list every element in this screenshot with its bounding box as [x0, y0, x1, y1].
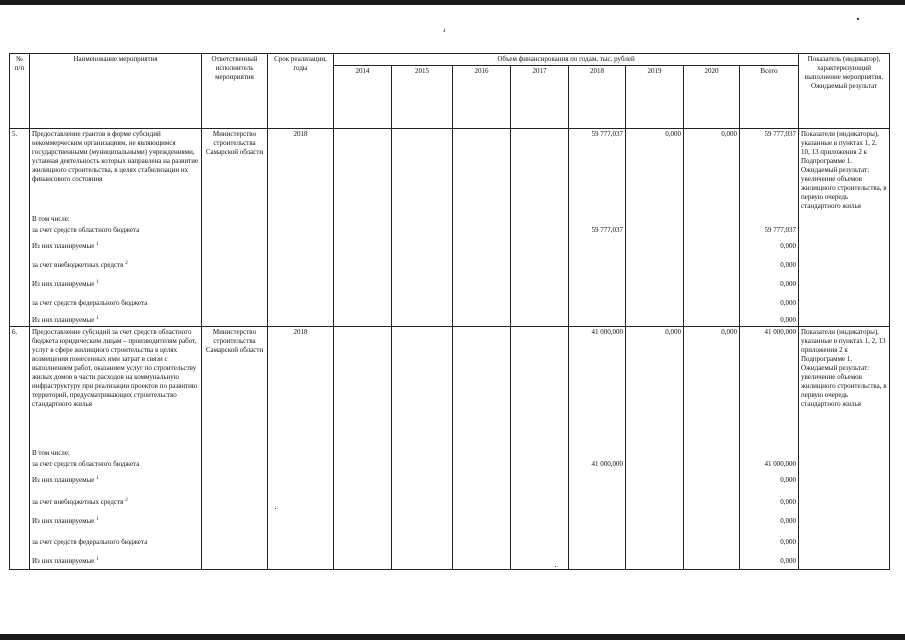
subrow-year-value	[626, 225, 684, 241]
row-year-value	[334, 327, 392, 459]
row-name	[30, 327, 202, 459]
subrow-total-value: 0,000	[740, 298, 799, 315]
subrow-label-text: Из них планируемые	[32, 279, 95, 288]
row-name	[30, 129, 202, 225]
subrow-year-value	[334, 537, 392, 556]
subrow-year-value	[334, 298, 392, 315]
subrow-year-value	[511, 516, 569, 537]
scan-bottom-edge	[0, 634, 905, 640]
table-subrow	[10, 475, 890, 497]
row-indicator: Показатели (индикаторы), указанные в пунктах 1, 2, 13 приложения 2 к Подпрограмме 1. Ожидаемый результат: увеличение объемов жилищного строительства, в первую очередь стандартного жилья	[799, 327, 890, 570]
subrow-label-text: Из них планируемые	[32, 241, 95, 250]
subrow-label	[30, 315, 202, 327]
col-header-financing: Объем финансирования по годам, тыс. рублей	[334, 54, 799, 66]
subrow-period	[268, 315, 334, 327]
subrow-year-value	[626, 241, 684, 260]
subrow-label-text: за счет средств областного бюджета	[32, 459, 140, 468]
row-year-value: 59 777,037	[569, 129, 626, 225]
subrow-year-value	[626, 497, 684, 516]
subrow-year-value	[684, 241, 740, 260]
subrow-executor	[202, 298, 268, 315]
table-row	[10, 129, 890, 225]
subrow-year-value	[684, 260, 740, 279]
footnote-mark: 1	[96, 315, 99, 321]
row-year-value	[453, 327, 511, 459]
subrow-total-value: 0,000	[740, 516, 799, 537]
col-header-year: 2020	[684, 66, 740, 129]
subrow-year-value	[684, 225, 740, 241]
subrow-executor	[202, 225, 268, 241]
table-subrow	[10, 315, 890, 327]
subrow-year-value	[684, 459, 740, 475]
subrow-number	[10, 497, 30, 516]
subrow-label-text: Из них планируемые	[32, 475, 95, 484]
subrow-period	[268, 459, 334, 475]
subrow-year-value	[684, 556, 740, 570]
col-header-year: 2019	[626, 66, 684, 129]
subrow-year-value	[684, 537, 740, 556]
subrow-year-value	[511, 459, 569, 475]
subrow-year-value	[569, 298, 626, 315]
row-year-value: 0,000	[684, 327, 740, 459]
subrow-year-value	[392, 556, 453, 570]
subrow-period	[268, 516, 334, 537]
subrow-executor	[202, 260, 268, 279]
subrow-number	[10, 459, 30, 475]
subrow-year-value	[569, 516, 626, 537]
footnote-mark: 1	[96, 516, 99, 522]
subrow-year-value	[392, 279, 453, 298]
subrow-year-value	[511, 556, 569, 570]
subrow-year-value	[392, 298, 453, 315]
subrow-period	[268, 241, 334, 260]
subrow-number	[10, 298, 30, 315]
table-subrow	[10, 260, 890, 279]
footnote-mark: 1	[96, 475, 99, 481]
subrow-year-value	[334, 497, 392, 516]
subrow-year-value	[334, 516, 392, 537]
subrow-number	[10, 556, 30, 570]
row-indicator: Показатели (индикаторы), указанные в пунктах 1, 2, 10, 13 приложения 2 к Подпрограмме 1. Ожидаемый результат: увеличение объемов жилищного строительства, в первую очередь стандартного жилья	[799, 129, 890, 327]
row-year-value	[511, 327, 569, 459]
subrow-number	[10, 475, 30, 497]
subrow-executor	[202, 315, 268, 327]
table-subrow	[10, 537, 890, 556]
subrow-year-value	[684, 497, 740, 516]
subrow-year-value	[511, 260, 569, 279]
row-period: 2018	[268, 327, 334, 459]
subrow-label-text: Из них планируемые	[32, 516, 95, 525]
subrow-year-value	[511, 279, 569, 298]
subrow-total-value: 0,000	[740, 279, 799, 298]
col-header-indicator: Показатель (индикатор), характеризующий выполнение мероприятия. Ожидаемый результат	[799, 54, 890, 129]
subrow-total-value: 0,000	[740, 241, 799, 260]
col-header-period: Срок реализации, годы	[268, 54, 334, 129]
subrow-label-text: за счет внебюджетных средств	[32, 497, 124, 506]
subrow-label	[30, 475, 202, 497]
subrow-year-value	[392, 260, 453, 279]
subrow-period	[268, 497, 334, 516]
subrow-number	[10, 315, 30, 327]
subrow-year-value	[453, 475, 511, 497]
subrow-executor	[202, 556, 268, 570]
subrow-label	[30, 241, 202, 260]
subrow-year-value	[453, 225, 511, 241]
subrow-total-value: 0,000	[740, 497, 799, 516]
subrow-year-value	[453, 516, 511, 537]
subrow-label-text: за счет средств федерального бюджета	[32, 298, 148, 307]
row-name-text: Предоставление грантов в форме субсидий некоммерческим организациям, не являющимся государственными (муниципальными) учреждениями, уставная деятельность которых направлена на развитие жилищного строительства, в целях стабилизации их финансового состояния	[32, 130, 199, 183]
subrow-number	[10, 260, 30, 279]
col-header-name: Наименование мероприятия	[30, 54, 202, 129]
row-total-value: 59 777,037	[740, 129, 799, 225]
row-name-text: Предоставление субсидий за счет средств областного бюджета юридическим лицам – производителям работ, услуг в сфере жилищного строительства в целях возмещения понесенных ими затрат в связи с выполнением работ, оказанием услуг по строительству жилых домов в части расходов на коммунальную инфраструктуру при реализации проектов по развитию территорий, предусматривающих строительство стандартного жилья	[32, 328, 198, 408]
subrow-label-text: за счет внебюджетных средств	[32, 260, 124, 269]
subrow-year-value	[569, 497, 626, 516]
table-subrow	[10, 516, 890, 537]
footnote-mark: 1	[96, 279, 99, 285]
table-subrow	[10, 497, 890, 516]
subrow-year-value	[569, 241, 626, 260]
subrow-label-text: за счет средств федерального бюджета	[32, 537, 148, 546]
subrow-executor	[202, 241, 268, 260]
subrow-year-value	[684, 279, 740, 298]
subrow-year-value	[511, 537, 569, 556]
subrow-number	[10, 279, 30, 298]
subrow-number	[10, 537, 30, 556]
subrow-number	[10, 516, 30, 537]
subrow-label-text: Из них планируемые	[32, 556, 95, 565]
row-year-value	[392, 129, 453, 225]
subrow-executor	[202, 497, 268, 516]
subrow-year-value	[626, 556, 684, 570]
table-subrow	[10, 241, 890, 260]
in-total-label: В том числе:	[32, 448, 70, 457]
subrow-label	[30, 298, 202, 315]
footnote-mark: 1	[96, 556, 99, 562]
subrow-year-value	[453, 537, 511, 556]
row-year-value: 0,000	[626, 327, 684, 459]
row-total-value: 41 000,000	[740, 327, 799, 459]
subrow-year-value	[453, 279, 511, 298]
subrow-period	[268, 225, 334, 241]
footnote-mark: 2	[125, 497, 128, 503]
subrow-year-value	[392, 225, 453, 241]
subrow-number	[10, 225, 30, 241]
subrow-year-value	[626, 279, 684, 298]
subrow-year-value	[334, 475, 392, 497]
subrow-year-value	[453, 315, 511, 327]
subrow-year-value	[453, 497, 511, 516]
subrow-year-value	[392, 497, 453, 516]
subrow-executor	[202, 516, 268, 537]
subrow-year-value	[626, 459, 684, 475]
subrow-period	[268, 298, 334, 315]
row-year-value	[453, 129, 511, 225]
table-subrow	[10, 279, 890, 298]
subrow-period	[268, 556, 334, 570]
subrow-label	[30, 497, 202, 516]
subrow-year-value	[626, 475, 684, 497]
subrow-year-value	[511, 225, 569, 241]
subrow-year-value	[334, 260, 392, 279]
subrow-year-value	[684, 516, 740, 537]
col-header-total: Всего	[740, 66, 799, 129]
subrow-year-value	[392, 475, 453, 497]
subrow-period	[268, 475, 334, 497]
in-total-label: В том числе:	[32, 214, 70, 223]
subrow-total-value: 0,000	[740, 315, 799, 327]
subrow-year-value	[453, 459, 511, 475]
subrow-total-value: 0,000	[740, 475, 799, 497]
subrow-year-value	[511, 475, 569, 497]
scan-speck	[857, 18, 859, 20]
subrow-year-value	[569, 537, 626, 556]
subrow-year-value	[334, 315, 392, 327]
subrow-total-value: 0,000	[740, 260, 799, 279]
subrow-year-value	[626, 315, 684, 327]
footnote-mark: 2	[125, 260, 128, 266]
subrow-executor	[202, 459, 268, 475]
table-subrow	[10, 225, 890, 241]
table-subrow	[10, 298, 890, 315]
subrow-year-value	[392, 315, 453, 327]
subrow-year-value	[334, 556, 392, 570]
scan-top-edge	[0, 0, 905, 5]
subrow-number	[10, 241, 30, 260]
row-executor: Министерство строительства Самарской области	[202, 129, 268, 225]
subrow-year-value	[511, 497, 569, 516]
subrow-year-value	[453, 556, 511, 570]
row-year-value: 0,000	[684, 129, 740, 225]
subrow-year-value	[684, 475, 740, 497]
subrow-label	[30, 556, 202, 570]
subrow-year-value	[626, 516, 684, 537]
subrow-year-value	[334, 459, 392, 475]
row-year-value	[511, 129, 569, 225]
subrow-year-value	[392, 459, 453, 475]
subrow-year-value	[392, 516, 453, 537]
col-header-year: 2018	[569, 66, 626, 129]
subrow-year-value	[684, 298, 740, 315]
subrow-year-value	[626, 298, 684, 315]
subrow-year-value	[392, 537, 453, 556]
subrow-year-value	[626, 260, 684, 279]
row-number: 5.	[10, 129, 30, 225]
subrow-label	[30, 225, 202, 241]
subrow-year-value	[511, 241, 569, 260]
subrow-period	[268, 260, 334, 279]
page-mark: 4	[443, 29, 446, 34]
subrow-label	[30, 260, 202, 279]
subrow-year-value	[569, 315, 626, 327]
subrow-total-value: 0,000	[740, 537, 799, 556]
subrow-executor	[202, 475, 268, 497]
row-year-value: 41 000,000	[569, 327, 626, 459]
subrow-year-value	[511, 315, 569, 327]
subrow-label	[30, 279, 202, 298]
subrow-period	[268, 279, 334, 298]
subrow-year-value: 59 777,037	[569, 225, 626, 241]
subrow-year-value	[392, 241, 453, 260]
table-subrow	[10, 459, 890, 475]
row-period: 2018	[268, 129, 334, 225]
col-header-no: № п/п	[10, 54, 30, 129]
table-body	[10, 129, 890, 570]
row-year-value	[334, 129, 392, 225]
col-header-year: 2017	[511, 66, 569, 129]
col-header-year: 2015	[392, 66, 453, 129]
subrow-year-value	[569, 260, 626, 279]
subrow-year-value	[334, 225, 392, 241]
subrow-year-value	[626, 537, 684, 556]
col-header-year: 2014	[334, 66, 392, 129]
row-year-value: 0,000	[626, 129, 684, 225]
subrow-year-value	[569, 475, 626, 497]
funding-table	[9, 53, 890, 570]
subrow-label-text: Из них планируемые	[32, 315, 95, 324]
subrow-year-value	[569, 279, 626, 298]
subrow-year-value: 41 000,000	[569, 459, 626, 475]
subrow-period	[268, 537, 334, 556]
subrow-year-value	[453, 260, 511, 279]
subrow-year-value	[684, 315, 740, 327]
subrow-label	[30, 537, 202, 556]
subrow-executor	[202, 537, 268, 556]
subrow-year-value	[334, 279, 392, 298]
row-executor: Министерство строительства Самарской области	[202, 327, 268, 459]
subrow-executor	[202, 279, 268, 298]
subrow-year-value	[511, 298, 569, 315]
subrow-label-text: за счет средств областного бюджета	[32, 225, 140, 234]
subrow-total-value: 0,000	[740, 556, 799, 570]
subrow-year-value	[569, 556, 626, 570]
subrow-label	[30, 459, 202, 475]
col-header-year: 2016	[453, 66, 511, 129]
col-header-executor: Ответственный исполнитель мероприятия	[202, 54, 268, 129]
footnote-mark: 1	[96, 241, 99, 247]
subrow-year-value	[453, 298, 511, 315]
subrow-year-value	[334, 241, 392, 260]
subrow-total-value: 41 000,000	[740, 459, 799, 475]
subrow-year-value	[453, 241, 511, 260]
row-year-value	[392, 327, 453, 459]
table-subrow	[10, 556, 890, 570]
subrow-label	[30, 516, 202, 537]
subrow-total-value: 59 777,037	[740, 225, 799, 241]
row-number: 6.	[10, 327, 30, 459]
table-row	[10, 327, 890, 459]
